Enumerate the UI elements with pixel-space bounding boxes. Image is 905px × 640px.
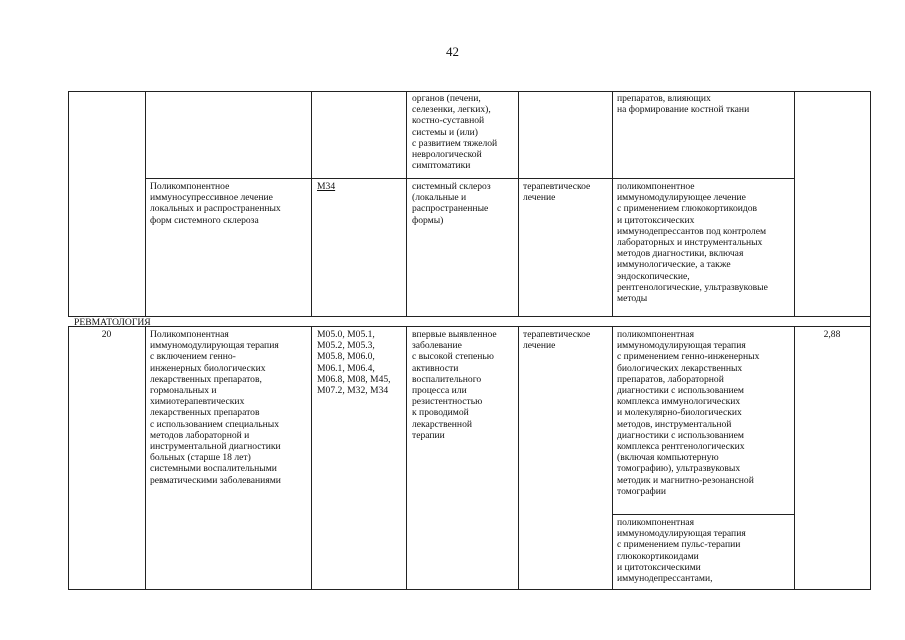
cell-treatment-type-20: терапевтическое лечение: [523, 329, 591, 352]
cell-patient-model-20: впервые выявленное заболевание с высокой степенью активности воспалительного процесса или резистентностью к проводимой лекарственной терапии: [412, 329, 497, 441]
cell-row-number-20: 20: [101, 329, 112, 340]
cell-treatment-name-20: Поликомпонентная иммуномодулирующая терапия с включением генно- инженерных биологических лекарственных препаратов, гормональных и химиотерапевтических лекарственных препаратов с использованием специальных методов лабораторной и инструментальной диагностики больных (старше 18 лет) системными воспалительными ревматическими заболеваниями: [150, 329, 281, 486]
cell-treatment-methods-scleroderma: поликомпонентное иммуномодулирующее лечение с применением глюкокортикоидов и цитотоксических иммунодепрессантов под контролем лабораторных и инструментальных методов диагностики, включая иммунологические, а также эндоскопические, рентгенологические, ультразвуковые методы: [617, 181, 768, 305]
page-number: 42: [446, 44, 459, 59]
cell-treatment-methods-20a: поликомпонентная иммуномодулирующая терапия с применением генно-инженерных биологических лекарственных препаратов, лабораторной диагностики с использованием комплекса иммунологических и молекулярно-биологических методов, инструментальной диагностики с использованием комплекса рентгенологических (включая компьютерную томографию), ультразвуковых методик и магнитно-резонансной томографии: [617, 329, 760, 497]
cell-norm-value-20: 2,88: [823, 329, 841, 340]
cell-treatment-methods-20b: поликомпонентная иммуномодулирующая терапия с применением пульс-терапии глюкокортикоидами и цитотоксическими иммунодепрессантами,: [617, 517, 746, 585]
cell-methods-continued: препаратов, влияющих на формирование костной ткани: [617, 93, 750, 116]
cell-treatment-type-scleroderma: терапевтическое лечение: [523, 181, 591, 204]
cell-model-continued: органов (печени, селезенки, легких), костно-суставной системы и (или) с развитием тяжелой неврологической симптоматики: [412, 93, 498, 172]
section-title-rheumatology: РЕВМАТОЛОГИЯ: [74, 317, 151, 328]
cell-patient-model-scleroderma: системный склероз (локальные и распространенные формы): [412, 181, 491, 226]
cell-treatment-name-scleroderma: Поликомпонентное иммуносупрессивное лечение локальных и распространенных форм системного склероза: [150, 181, 281, 226]
cell-icd-codes-20: M05.0, M05.1, M05.2, M05.3, M05.8, M06.0, M06.1, M06.4, M06.8, M08, M45, M07.2, M32, M34: [317, 329, 391, 397]
cell-icd-codes-scleroderma[interactable]: M34: [317, 181, 336, 192]
